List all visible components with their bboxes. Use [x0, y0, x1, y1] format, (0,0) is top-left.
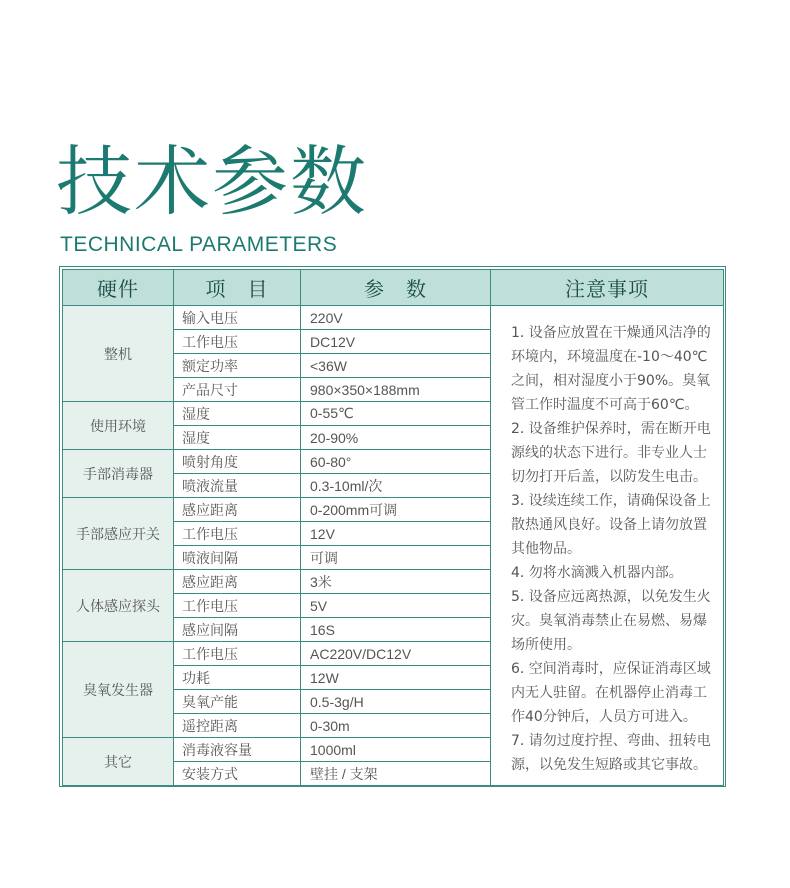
note-item: 2. 设备维护保养时，需在断开电源线的状态下进行。非专业人士切勿打开后盖，以防发生电击。: [511, 421, 711, 485]
note-item: 5. 设备应远离热源，以免发生火灾。臭氧消毒禁止在易燃、易爆场所使用。: [511, 589, 711, 653]
page-title: 技术参数: [56, 137, 368, 226]
value-cell: 0-55℃: [301, 402, 491, 426]
item-cell: 喷射角度: [174, 450, 301, 474]
value-cell: 12W: [301, 666, 491, 690]
value-cell: 0.3-10ml/次: [301, 474, 491, 498]
spec-table-body: [63, 306, 724, 786]
value-cell: 5V: [301, 594, 491, 618]
item-cell: 工作电压: [174, 594, 301, 618]
spec-table-frame: [59, 266, 726, 787]
value-cell: 220V: [301, 306, 491, 330]
value-cell: 可调: [301, 546, 491, 570]
header-parameter: 参 数: [301, 270, 491, 306]
item-cell: 感应间隔: [174, 618, 301, 642]
header-hardware: 硬件: [63, 270, 174, 306]
item-cell: 额定功率: [174, 354, 301, 378]
category-cell: 整机: [63, 306, 174, 402]
item-cell: 消毒液容量: [174, 738, 301, 762]
value-cell: 60-80°: [301, 450, 491, 474]
value-cell: 980×350×188mm: [301, 378, 491, 402]
value-cell: 0.5-3g/H: [301, 690, 491, 714]
note-item: 1. 设备应放置在干燥通风洁净的环境内，环境温度在-10～40℃之间，相对湿度小于90%。臭氧管工作时温度不可高于60℃。: [511, 325, 711, 413]
value-cell: 16S: [301, 618, 491, 642]
value-cell: DC12V: [301, 330, 491, 354]
value-cell: 0-200mm可调: [301, 498, 491, 522]
header-item: 项 目: [174, 270, 301, 306]
value-cell: AC220V/DC12V: [301, 642, 491, 666]
item-cell: 感应距离: [174, 570, 301, 594]
notes-cell: [491, 306, 724, 786]
item-cell: 工作电压: [174, 642, 301, 666]
item-cell: 安装方式: [174, 762, 301, 786]
category-cell: 使用环境: [63, 402, 174, 450]
item-cell: 遥控距离: [174, 714, 301, 738]
value-cell: 0-30m: [301, 714, 491, 738]
category-cell: 手部消毒器: [63, 450, 174, 498]
item-cell: 感应距离: [174, 498, 301, 522]
item-cell: 湿度: [174, 402, 301, 426]
value-cell: 3米: [301, 570, 491, 594]
note-item: 4. 勿将水滴溅入机器内部。: [511, 565, 683, 581]
value-cell: 20-90%: [301, 426, 491, 450]
item-cell: 工作电压: [174, 330, 301, 354]
item-cell: 产品尺寸: [174, 378, 301, 402]
category-cell: 手部感应开关: [63, 498, 174, 570]
item-cell: 输入电压: [174, 306, 301, 330]
item-cell: 喷液流量: [174, 474, 301, 498]
value-cell: 1000ml: [301, 738, 491, 762]
page-subtitle: TECHNICAL PARAMETERS: [60, 233, 338, 256]
header-notes: 注意事项: [491, 270, 724, 306]
spec-table: [62, 269, 724, 786]
table-row: [63, 306, 724, 330]
table-header-row: [63, 270, 724, 306]
item-cell: 湿度: [174, 426, 301, 450]
category-cell: 臭氧发生器: [63, 642, 174, 738]
value-cell: 壁挂 / 支架: [301, 762, 491, 786]
item-cell: 喷液间隔: [174, 546, 301, 570]
note-item: 7. 请勿过度拧捏、弯曲、扭转电源，以免发生短路或其它事故。: [511, 733, 711, 773]
item-cell: 工作电压: [174, 522, 301, 546]
note-item: 3. 设续连续工作，请确保设备上散热通风良好。设备上请勿放置其他物品。: [511, 493, 711, 557]
note-item: 6. 空间消毒时，应保证消毒区域内无人驻留。在机器停止消毒工作40分钟后，人员方可进入。: [511, 661, 711, 725]
item-cell: 功耗: [174, 666, 301, 690]
category-cell: 其它: [63, 738, 174, 786]
category-cell: 人体感应探头: [63, 570, 174, 642]
value-cell: <36W: [301, 354, 491, 378]
value-cell: 12V: [301, 522, 491, 546]
item-cell: 臭氧产能: [174, 690, 301, 714]
